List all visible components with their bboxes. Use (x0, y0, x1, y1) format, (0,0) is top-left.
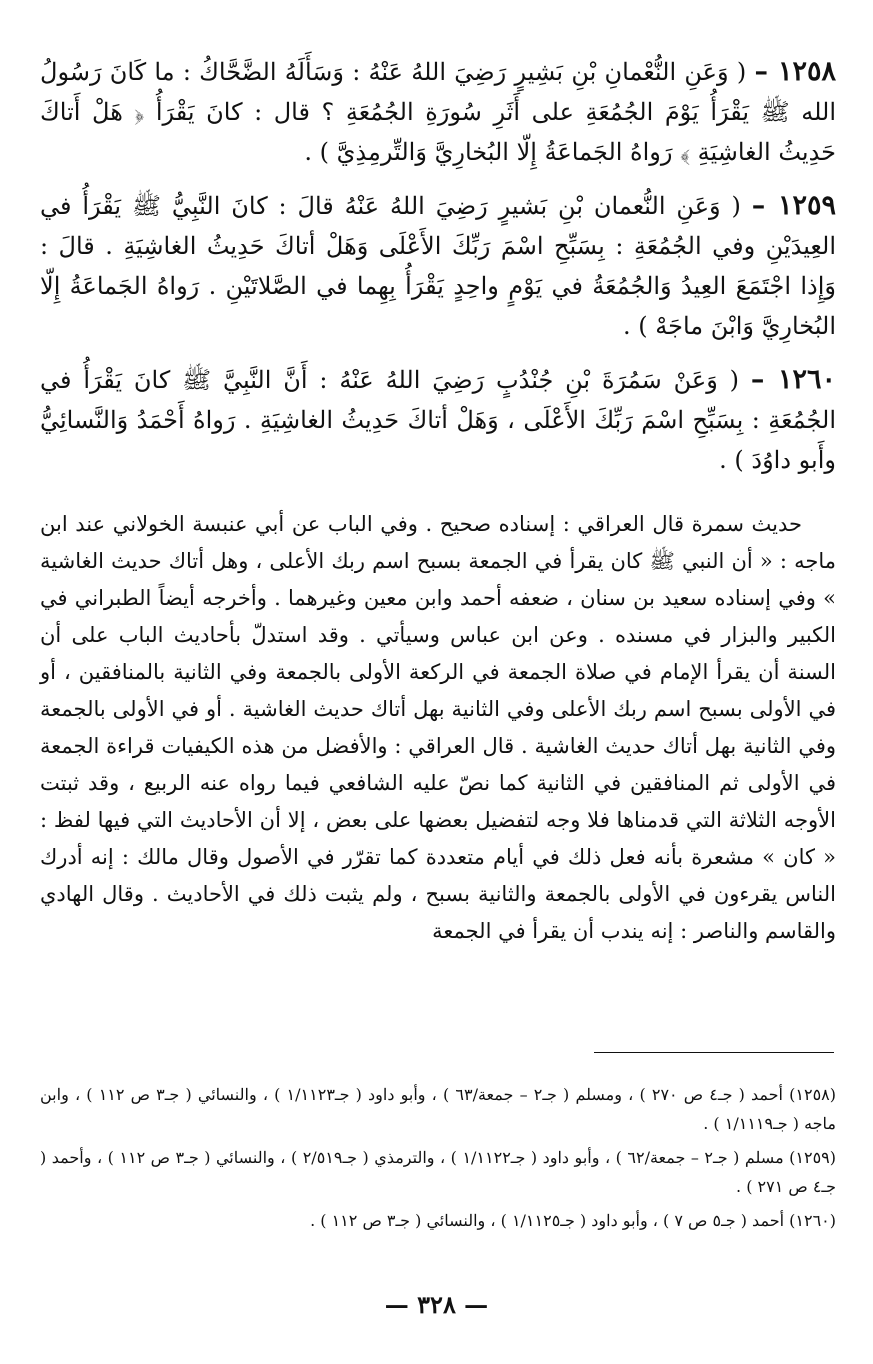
hadith-number: ١٢٦٠ – (750, 364, 836, 395)
footnote-1259: (١٢٥٩) مسلم ( جـ٢ – جمعة/٦٢ ) ، وأبو داود ( جـ١/١١٢٢ ) ، والترمذي ( جـ٢/٥١٩ ) ، والنسائي ( جـ٣ ص ١١٢ ) ، وأحمد ( جـ٤ ص ٢٧١ ) . (40, 1148, 837, 1196)
hadith-number: ١٢٥٨ – (754, 56, 836, 87)
footnotes (40, 1080, 836, 1240)
hadith-number: ١٢٥٩ – (751, 190, 836, 221)
footnote-1258: (١٢٥٨) أحمد ( جـ٤ ص ٢٧٠ ) ، ومسلم ( جـ٢ – جمعة/٦٣ ) ، وأبو داود ( جـ١/١١٢٣ ) ، والنسائي ( جـ٣ ص ١١٢ ) ، وابن ماجه ( جـ١/١١١٩ ) . (40, 1085, 837, 1133)
hadith-1260 (40, 360, 836, 480)
hadith-text: ( وَعَنْ سَمُرَةَ بْنِ جُنْدُبٍ رَضِيَ اللهُ عَنْهُ : أَنَّ النَّبِيَّ ﷺ كانَ يَقْرَأُ في الجُمُعَةِ : بِسَبِّحِ اسْمَ رَبِّكَ الأَعْلَى ، وَهَلْ أتاكَ حَدِيثُ الغاشِيَةِ . رَواهُ أَحْمَدُ وَالنَّسائِيُّ وأَبو داوُدَ ) . (40, 366, 836, 474)
page-body (40, 52, 836, 971)
hadith-1258 (40, 52, 836, 172)
hadith-1259 (40, 186, 836, 346)
commentary-paragraph: حديث سمرة قال العراقي : إسناده صحيح . وفي الباب عن أبي عنبسة الخولاني عند ابن ماجه : « أن النبي ﷺ كان يقرأ في الجمعة بسبح اسم ربك الأعلى ، وهل أتاك حديث الغاشية » وفي إسناده سعيد بن سنان ، ضعفه أحمد وابن معين وغيرهما . وأخرجه أيضاً الطبراني في الكبير والبزار في مسنده . وعن ابن عباس وسيأتي . وقد استدلّ بأحاديث الباب على أن السنة أن يقرأ الإمام في صلاة الجمعة في الركعة الأولى بالجمعة وفي الثانية بالمنافقين ، أو في الأولى بسبح اسم ربك الأعلى وفي الثانية بهل أتاك حديث الغاشية . أو في الأولى بالجمعة وفي الثانية بهل أتاك حديث الغاشية . قال العراقي : والأفضل من هذه الكيفيات قراءة الجمعة في الأولى ثم المنافقين في الثانية كما نصّ عليه الشافعي فيما رواه عنه الربيع ، وقد ثبتت الأوجه الثلاثة التي قدمناها فلا وجه لتفضيل بعضها على بعض ، إلا أن الأحاديث التي فيها لفظ : « كان » مشعرة بأنه فعل ذلك في أيام متعددة كما تقرّر في الأصول وقال مالك : إنه أدرك الناس يقرءون في الأولى بالجمعة والثانية بسبح ، ولم يثبت ذلك في الأحاديث . وقال الهادي والقاسم والناصر : إنه يندب أن يقرأ في الجمعة (40, 512, 836, 943)
footnote-1260: (١٢٦٠) أحمد ( جـ٥ ص ٧ ) ، وأبو داود ( جـ١/١١٢٥ ) ، والنسائي ( جـ٣ ص ١١٢ ) . (310, 1211, 836, 1230)
page-number: — ٣٢٨ — (384, 1290, 489, 1319)
footnote-divider (594, 1052, 834, 1053)
hadith-text: ( وَعَنِ النُّعْمانِ بْنِ بَشِيرٍ رَضِيَ اللهُ عَنْهُ : وَسَأَلَهُ الضَّحَّاكُ : ما كَانَ رَسُولُ الله ﷺ يَقْرَأُ يَوْمَ الجُمُعَةِ على أَثَرِ سُورَةِ الجُمُعَةِ ؟ قال : كانَ يَقْرَأُ ﴿ هَلْ أَتاكَ حَدِيثُ الغاشِيَةِ ﴾ رَواهُ الجَماعَةُ إِلّا البُخارِيَّ وَالتِّرمِذِيَّ ) . (40, 58, 836, 166)
hadith-text: ( وَعَنِ النُّعمان بْنِ بَشيرٍ رَضِيَ اللهُ عَنْهُ قالَ : كانَ النَّبِيُّ ﷺ يَقْرَأُ في العِيدَيْنِ وفي الجُمُعَةِ : بِسَبِّحِ اسْمَ رَبِّكَ الأَعْلَى وَهَلْ أتاكَ حَدِيثُ الغاشِيَةِ . قالَ : وَإِذا اجْتَمَعَ العِيدُ وَالجُمُعَةُ في يَوْمٍ واحِدٍ يَقْرَأُ بِهِما في الصَّلاتَيْنِ . رَواهُ الجَماعَةُ إِلّا البُخارِيَّ وَابْنَ ماجَهْ ) . (40, 192, 836, 340)
